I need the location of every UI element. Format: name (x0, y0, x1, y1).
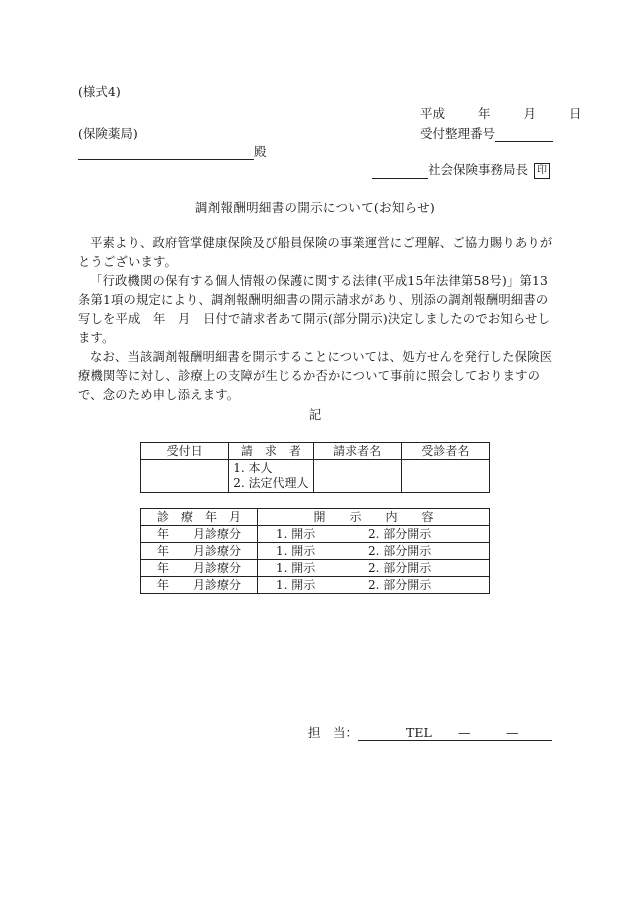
document-title: 調剤報酬明細書の開示について(お知らせ) (194, 200, 436, 215)
header-treatment-period: 診 療 年 月 (141, 509, 258, 526)
patient-name-cell[interactable] (401, 460, 489, 493)
sender-title: 社会保険事務局長 (428, 162, 529, 177)
treatment-period: 年 月診療分 (141, 560, 258, 577)
body-paragraph-1: 平素より、政府管掌健康保険及び船員保険の事業運営にご理解、ご協力賜りありがとうございます。 (78, 236, 553, 269)
request-table (140, 442, 490, 493)
requester-name-cell[interactable] (313, 460, 401, 493)
header-receipt-date: 受付日 (141, 443, 229, 460)
date-month-unit: 月 (523, 106, 536, 121)
request-table-row (141, 460, 490, 493)
disclosure-options (258, 560, 490, 577)
sender (372, 160, 550, 179)
option-partial-disclose[interactable]: 2. 部分開示 (368, 561, 432, 575)
tel-dash-1: — (458, 725, 471, 740)
option-partial-disclose[interactable]: 2. 部分開示 (368, 578, 432, 592)
body-paragraph-3: なお、当該調剤報酬明細書を開示することについては、処方せんを発行した保険医療機関等に対し、診療上の支障が生じるか否かについて事前に照会しておりますので、念のため申し添えます。 (78, 350, 553, 402)
date-day-unit: 日 (568, 106, 582, 121)
receipt-number-field[interactable] (495, 127, 553, 142)
option-disclose[interactable]: 1. 開示 (276, 578, 316, 592)
disclosure-options (258, 526, 490, 543)
option-disclose[interactable]: 1. 開示 (276, 544, 316, 558)
date-era: 平成 (420, 106, 446, 121)
header-requester-name: 請求者名 (313, 443, 401, 460)
requester-option-self[interactable]: 1. 本人 (233, 461, 273, 475)
tel-dash-2: — (506, 725, 519, 740)
receipt-date-cell[interactable] (141, 460, 229, 493)
disclosure-options (258, 577, 490, 594)
ki-heading: 記 (308, 407, 322, 422)
contact-label: 担 当： (308, 725, 359, 740)
disclosure-table-header (141, 509, 490, 526)
sender-region-field[interactable] (372, 164, 428, 179)
recipient-org: (保険薬局) (78, 126, 138, 141)
table-row (141, 543, 490, 560)
header-disclosure-content: 開 示 内 容 (258, 509, 490, 526)
tel-label: TEL (406, 725, 432, 740)
recipient-name-field[interactable] (78, 145, 254, 160)
form-number: (様式4) (78, 84, 121, 99)
contact-field[interactable] (358, 725, 552, 741)
treatment-period: 年 月診療分 (141, 543, 258, 560)
table-row (141, 526, 490, 543)
body-text (78, 234, 554, 405)
request-table-header (141, 443, 490, 460)
recipient-name (78, 142, 267, 160)
seal-mark: 印 (534, 163, 550, 179)
date-line (420, 104, 581, 122)
requester-option-legal-agent[interactable]: 2. 法定代理人 (233, 476, 309, 490)
option-disclose[interactable]: 1. 開示 (276, 561, 316, 575)
honorific: 殿 (254, 144, 267, 159)
requester-cell (229, 460, 313, 493)
option-partial-disclose[interactable]: 2. 部分開示 (368, 544, 432, 558)
header-requester: 請 求 者 (229, 443, 313, 460)
contact-line (308, 723, 552, 741)
treatment-period: 年 月診療分 (141, 526, 258, 543)
option-disclose[interactable]: 1. 開示 (276, 527, 316, 541)
disclosure-table (140, 508, 490, 594)
table-row (141, 577, 490, 594)
date-year-unit: 年 (477, 106, 491, 121)
receipt-number (420, 124, 553, 142)
treatment-period: 年 月診療分 (141, 577, 258, 594)
disclosure-options (258, 543, 490, 560)
body-paragraph-2: 「行政機関の保有する個人情報の保護に関する法律(平成15年法律第58号)」第13条第1項の規定により、調剤報酬明細書の開示請求があり、別添の調剤報酬明細書の写しを平成 年 月 日付で請求者あて開示(部分開示)決定しましたのでお知らせします。 (78, 274, 551, 345)
option-partial-disclose[interactable]: 2. 部分開示 (368, 527, 432, 541)
header-patient-name: 受診者名 (401, 443, 489, 460)
receipt-label: 受付整理番号 (420, 126, 496, 141)
table-row (141, 560, 490, 577)
